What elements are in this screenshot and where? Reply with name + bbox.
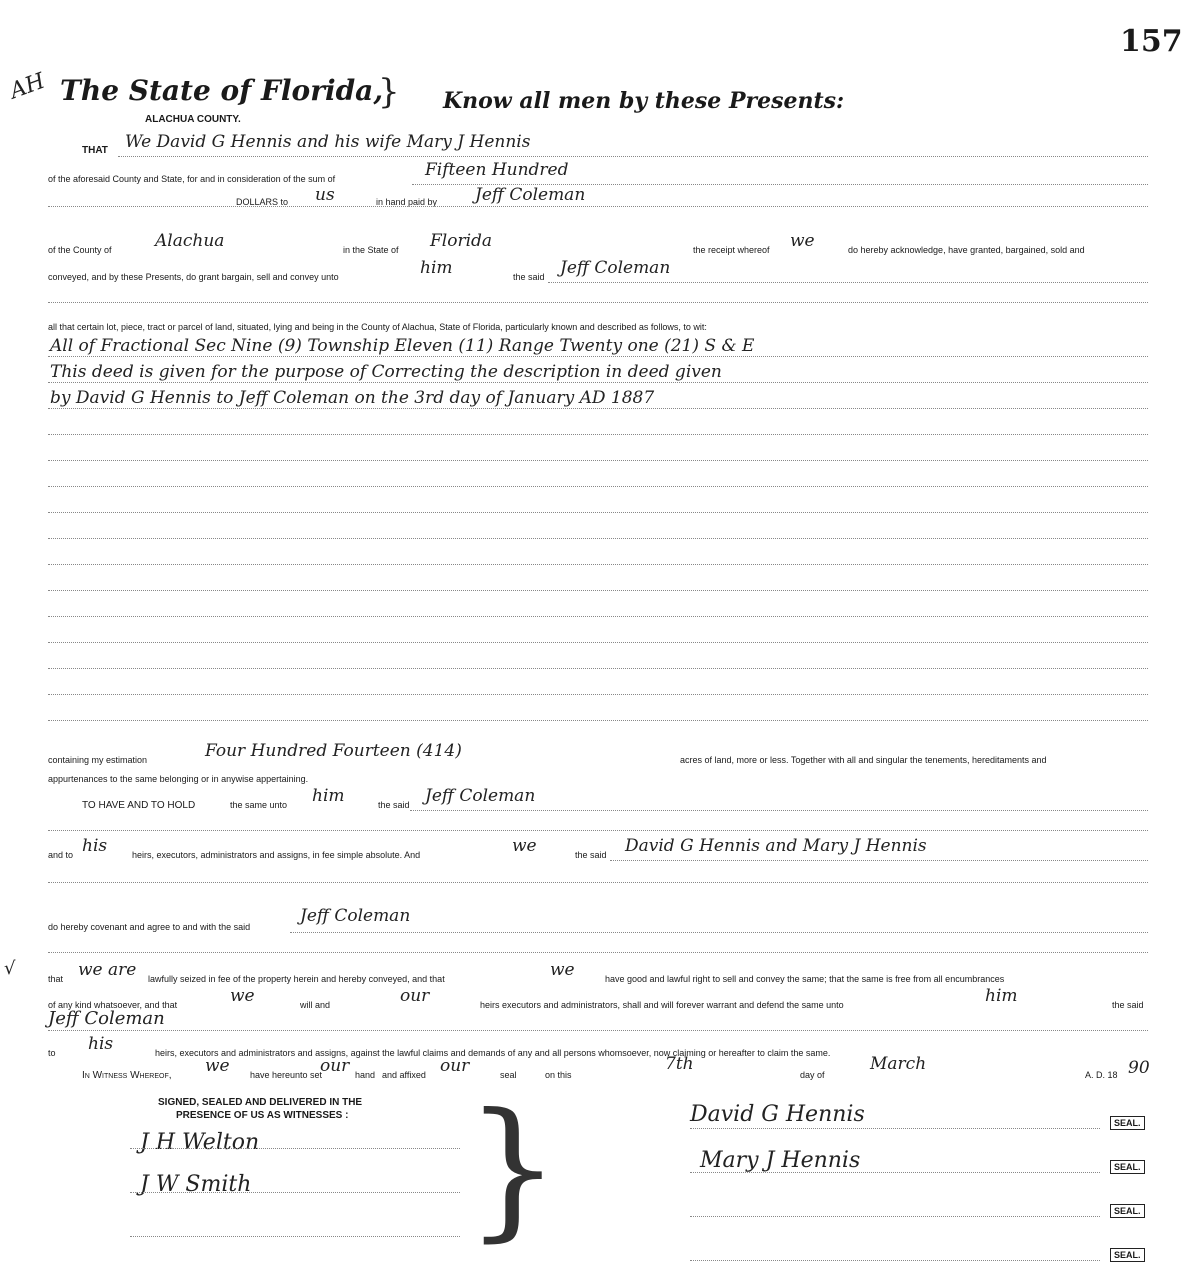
- signature-rule: [690, 1216, 1100, 1217]
- signature-rule: [690, 1260, 1100, 1261]
- the-said-end-text: the said: [1112, 1000, 1144, 1010]
- all-that-text: all that certain lot, piece, tract or parcel of land, situated, lying and being in the County of Alachua, State of Florida, particularly known and described as follows, to wit:: [48, 322, 707, 332]
- that-label: THAT: [82, 145, 108, 156]
- unto-value-2: him: [985, 986, 1018, 1006]
- sum: Fifteen Hundred: [425, 160, 569, 180]
- receipt-value: we: [790, 231, 815, 251]
- set-our-value: our: [320, 1056, 350, 1076]
- heirs-claims-text: heirs, executors and administrators and assigns, against the lawful claims and demands of any and all persons whomsoever, now claiming or hereafter to claim the same.: [155, 1048, 831, 1058]
- desc-line-3: by David G Hennis to Jeff Coleman on the 3rd day of January AD 1887: [50, 388, 655, 408]
- state-value: Florida: [430, 231, 493, 251]
- grantee-value: Jeff Coleman: [560, 258, 671, 278]
- rule: [290, 932, 1148, 933]
- rule: [48, 642, 1148, 643]
- signature-rule: [690, 1172, 1100, 1173]
- and-that-value: we: [230, 986, 255, 1006]
- same-unto-text: the same unto: [230, 800, 288, 810]
- the-said-text: the said: [513, 272, 545, 282]
- unto-value: him: [420, 258, 453, 278]
- and-affixed-text: and affixed: [382, 1070, 426, 1080]
- know-all-heading: Know all men by these Presents:: [443, 88, 845, 114]
- rule: [48, 616, 1148, 617]
- brace: }: [378, 72, 400, 112]
- receipt-text: the receipt whereof: [693, 245, 770, 255]
- heirs-fee-text: heirs, executors, administrators and assigns, in fee simple absolute. And: [132, 850, 421, 860]
- signed-line-1: SIGNED, SEALED AND DELIVERED IN THE: [158, 1097, 363, 1108]
- witness-2: J W Smith: [140, 1172, 252, 1197]
- desc-line-1: All of Fractional Sec Nine (9) Township Eleven (11) Range Twenty one (21) S & E: [50, 336, 755, 356]
- signature-1: David G Hennis: [690, 1102, 865, 1127]
- on-this-text: on this: [545, 1070, 572, 1080]
- rule: [48, 668, 1148, 669]
- year-value: 90: [1128, 1058, 1150, 1078]
- witness-we-value: we: [205, 1056, 230, 1076]
- grantors2-value: David G Hennis and Mary J Hennis: [625, 836, 927, 856]
- and-we-value: we: [512, 836, 537, 856]
- aforesaid-text: of the aforesaid County and State, for and in consideration of the sum of: [48, 174, 336, 184]
- rule: [48, 408, 1148, 409]
- dollars-to-value: us: [315, 185, 335, 205]
- rule: [548, 282, 1148, 283]
- rule: [48, 882, 1148, 883]
- page-number: 157: [1120, 24, 1183, 59]
- desc-line-2: This deed is given for the purpose of Correcting the description in deed given: [50, 362, 722, 382]
- paid-by-value: Jeff Coleman: [475, 185, 586, 205]
- rule: [48, 590, 1148, 591]
- the-said-text-2: the said: [378, 800, 410, 810]
- paid-by-text: in hand paid by: [376, 197, 438, 207]
- rule: [48, 720, 1148, 721]
- rule: [48, 538, 1148, 539]
- rule: [48, 302, 1148, 303]
- grantors: We David G Hennis and his wife Mary J Hennis: [125, 132, 531, 152]
- month-value: March: [870, 1054, 927, 1074]
- ad-text: A. D. 18: [1085, 1070, 1118, 1080]
- to-text: to: [48, 1048, 56, 1058]
- rule: [48, 1030, 1148, 1031]
- state-title: The State of Florida,: [60, 74, 384, 107]
- containing-text: containing my estimation: [48, 755, 148, 765]
- day-value: 7th: [665, 1054, 694, 1074]
- rule: [118, 156, 1148, 157]
- signature-2: Mary J Hennis: [700, 1148, 861, 1173]
- check-mark: √: [4, 958, 16, 979]
- have-hold-unto: him: [312, 786, 345, 806]
- rule: [48, 206, 1148, 207]
- seal-box: SEAL.: [1110, 1204, 1145, 1218]
- witness-1: J H Welton: [140, 1130, 260, 1155]
- appurtenances-text: appurtenances to the same belonging or in anywise appertaining.: [48, 774, 309, 784]
- seal-box: SEAL.: [1110, 1116, 1145, 1130]
- seal-box: SEAL.: [1110, 1160, 1145, 1174]
- county-label: ALACHUA COUNTY.: [145, 114, 241, 125]
- of-county-text: of the County of: [48, 245, 112, 255]
- and-to-value: his: [82, 836, 108, 856]
- that-we-value: we: [550, 960, 575, 980]
- in-witness-text: In Witness Whereof,: [82, 1070, 172, 1081]
- acres-value: Four Hundred Fourteen (414): [205, 741, 462, 761]
- signature-rule: [690, 1128, 1100, 1129]
- rule: [48, 512, 1148, 513]
- county-value: Alachua: [155, 231, 225, 251]
- acres-text: acres of land, more or less. Together with all and singular the tenements, hereditaments and: [680, 755, 1047, 765]
- day-of-text: day of: [800, 1070, 825, 1080]
- dollars-to-text: DOLLARS to: [236, 197, 289, 207]
- that-text: that: [48, 974, 64, 984]
- said-name-value: Jeff Coleman: [48, 1008, 165, 1029]
- we-are-value: we are: [78, 960, 137, 980]
- the-said-text-3: the said: [575, 850, 607, 860]
- rule: [48, 486, 1148, 487]
- rule: [610, 860, 1148, 861]
- his-value: his: [88, 1034, 114, 1054]
- rule: [48, 564, 1148, 565]
- of-any-text: of any kind whatsoever, and that: [48, 1000, 178, 1010]
- state-of-text: in the State of: [343, 245, 399, 255]
- heirs-exec-text: heirs executors and administrators, shall and will forever warrant and defend the same unto: [480, 1000, 844, 1010]
- rule: [48, 694, 1148, 695]
- rule: [48, 382, 1148, 383]
- have-set-text: have hereunto set: [250, 1070, 323, 1080]
- covenant-text: do hereby covenant and agree to and with the said: [48, 922, 251, 932]
- rule: [48, 460, 1148, 461]
- hand-text: hand: [355, 1070, 376, 1080]
- witness-rule: [130, 1236, 460, 1237]
- witness-brace: }: [465, 1082, 561, 1256]
- rule: [48, 356, 1148, 357]
- rule: [48, 434, 1148, 435]
- conveyed-text: conveyed, and by these Presents, do grant bargain, sell and convey unto: [48, 272, 339, 282]
- lawfully-text: lawfully seized in fee of the property herein and hereby conveyed, and that: [148, 974, 445, 984]
- signed-line-2: PRESENCE OF US AS WITNESSES :: [176, 1110, 349, 1121]
- witness-rule: [130, 1148, 460, 1149]
- covenant-grantee: Jeff Coleman: [300, 906, 411, 926]
- seal-text: seal: [500, 1070, 517, 1080]
- will-and-text: will and: [300, 1000, 331, 1010]
- witness-rule: [130, 1192, 460, 1193]
- to-have-text: TO HAVE AND TO HOLD: [82, 800, 196, 811]
- rule: [48, 830, 1148, 831]
- rule: [410, 810, 1148, 811]
- margin-mark: AH: [6, 68, 49, 105]
- have-hold-grantee: Jeff Coleman: [425, 786, 536, 806]
- and-to-text: and to: [48, 850, 74, 860]
- affixed-our-value: our: [440, 1056, 470, 1076]
- will-and-value: our: [400, 986, 430, 1006]
- good-right-text: have good and lawful right to sell and convey the same; that the same is free from all encumbrances: [605, 974, 1005, 984]
- seal-box: SEAL.: [1110, 1248, 1145, 1262]
- acknowledge-text: do hereby acknowledge, have granted, bargained, sold and: [848, 245, 1085, 255]
- rule: [48, 952, 1148, 953]
